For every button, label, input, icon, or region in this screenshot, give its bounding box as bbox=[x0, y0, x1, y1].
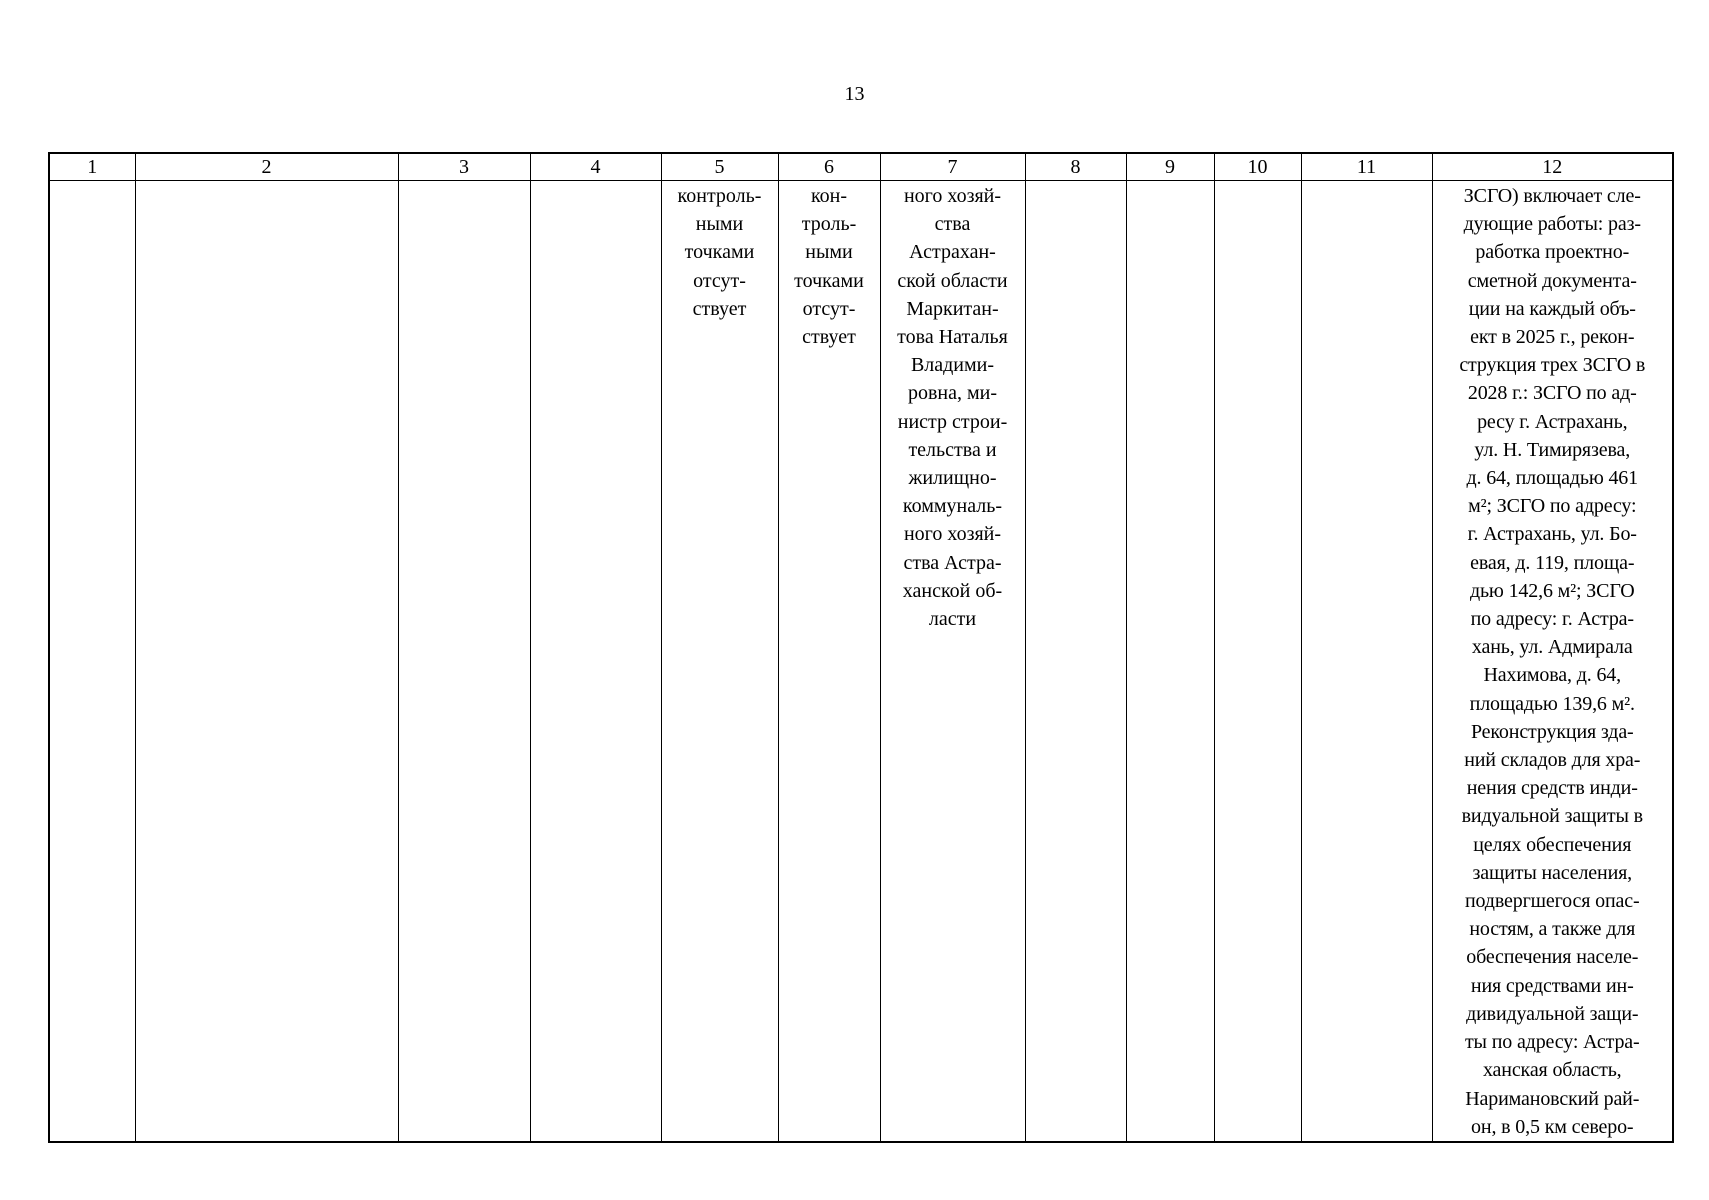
cell-col-10 bbox=[1214, 181, 1301, 1142]
column-header-3: 3 bbox=[398, 153, 530, 181]
page-number: 13 bbox=[844, 83, 865, 105]
cell-col-1 bbox=[49, 181, 135, 1142]
column-header-1: 1 bbox=[49, 153, 135, 181]
cell-col-2 bbox=[135, 181, 398, 1142]
column-header-8: 8 bbox=[1025, 153, 1126, 181]
cell-col-7: ного хозяй- ства Астрахан- ской области Маркитан- това Наталья Владими- ровна, ми- нистр строи- тельства и жилищно- коммуналь- ного хозяй- ства Астра- ханской об- ласти bbox=[880, 181, 1025, 1142]
column-header-7: 7 bbox=[880, 153, 1025, 181]
column-header-5: 5 bbox=[661, 153, 778, 181]
column-header-6: 6 bbox=[778, 153, 880, 181]
cell-col-12: ЗСГО) включает сле- дующие работы: раз- работка проектно- сметной документа- ции на каждый объ- ект в 2025 г., рекон- струкция трех ЗСГО в 2028 г.: ЗСГО по ад- ресу г. Астрахань, ул. Н. Тимирязева, д. 64, площадью 461 м²; ЗСГО по адресу: г. Астрахань, ул. Бо- евая, д. 119, площа- дью 142,6 м²; ЗСГО по адресу: г. Астра- хань, ул. Адмирала Нахимова, д. 64, площадью 139,6 м². Реконструкция зда- ний складов для хра- нения средств инди- видуальной защиты в целях обеспечения защиты населения, подвергшегося опас- ностям, а также для обеспечения населе- ния средствами ин- дивидуальной защи- ты по адресу: Астра- ханская область, Наримановский рай- он, в 0,5 км северо- bbox=[1432, 181, 1673, 1142]
column-number-row bbox=[49, 153, 1673, 181]
cell-col-11 bbox=[1301, 181, 1432, 1142]
column-header-12: 12 bbox=[1432, 153, 1673, 181]
column-header-4: 4 bbox=[530, 153, 661, 181]
cell-col-3 bbox=[398, 181, 530, 1142]
column-header-10: 10 bbox=[1214, 153, 1301, 181]
column-header-11: 11 bbox=[1301, 153, 1432, 181]
column-header-2: 2 bbox=[135, 153, 398, 181]
cell-col-4 bbox=[530, 181, 661, 1142]
document-table bbox=[48, 152, 1674, 1143]
column-header-9: 9 bbox=[1126, 153, 1214, 181]
table-row bbox=[49, 181, 1673, 1142]
cell-col-6: кон- троль- ными точками отсут- ствует bbox=[778, 181, 880, 1142]
cell-col-9 bbox=[1126, 181, 1214, 1142]
cell-col-5: контроль- ными точками отсут- ствует bbox=[661, 181, 778, 1142]
cell-col-8 bbox=[1025, 181, 1126, 1142]
